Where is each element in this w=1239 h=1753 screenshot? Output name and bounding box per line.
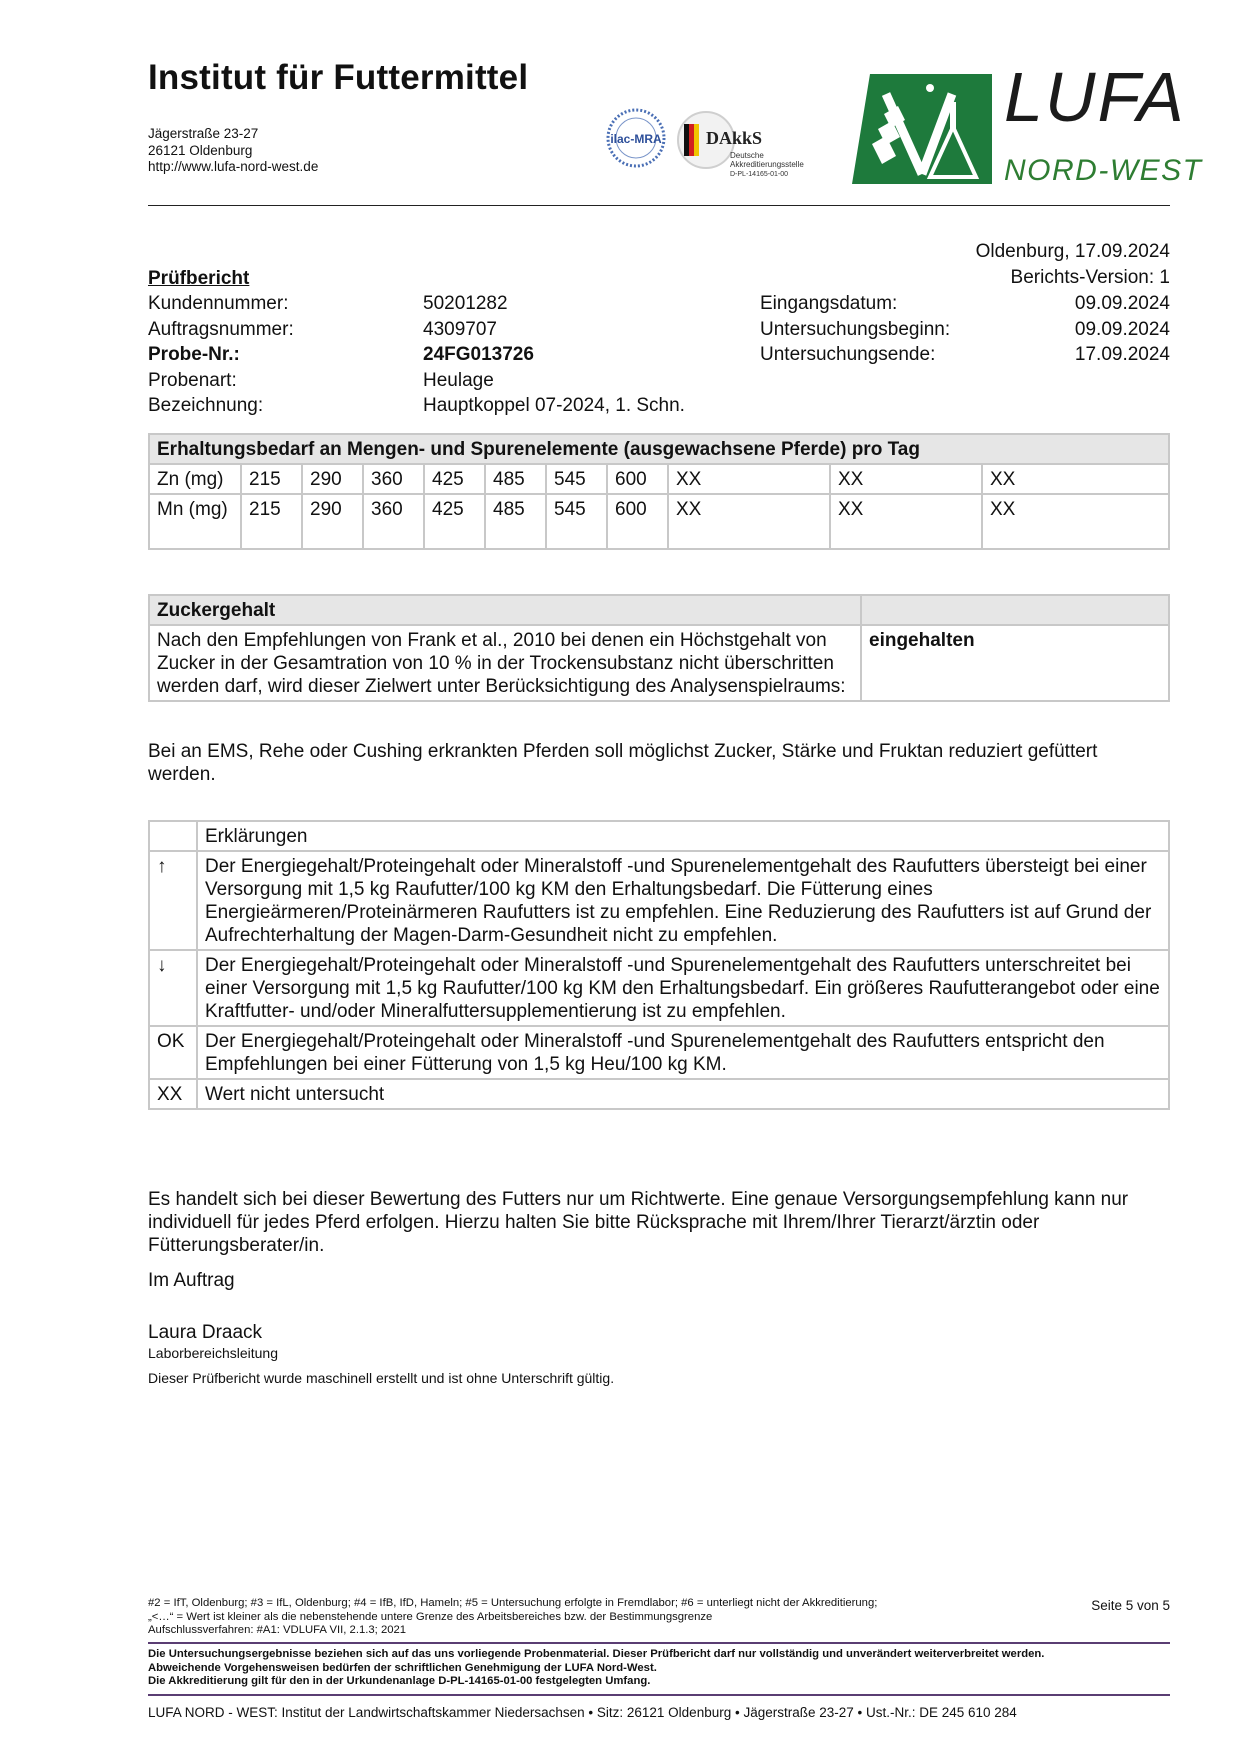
field-label-probenart: Probenart: — [148, 370, 237, 391]
address-city: 26121 Oldenburg — [148, 142, 253, 158]
table-cell: 545 — [546, 494, 607, 549]
footer-legend-line2: „<…“ = Wert ist kleiner als die nebenstehende untere Grenze des Arbeitsbereiches bzw. der Bestimmungsgrenze — [148, 1610, 713, 1623]
explanation-text: Der Energiegehalt/Proteingehalt oder Mineralstoff -und Spurenelementgehalt des Raufutters übersteigt bei einer Versorgung mit 1,5 kg Raufutter/100 kg KM den Erhaltungsbedarf. Die Fütterung eines Energieärmeren/Proteinärmeren Raufutters ist zu empfehlen. Eine Reduzierung des Raufutters ist auf Grund der Aufrechterhaltung der Magen-Darm-Gesundheit nicht zu empfehlen. — [197, 851, 1169, 950]
explanations-heading: Erklärungen — [197, 821, 1169, 851]
field-label-probe-nr: Probe-Nr.: — [148, 344, 240, 365]
table-cell: XX — [668, 464, 830, 494]
explanations-table — [148, 820, 1170, 1110]
field-label-untersuchungsbeginn: Untersuchungsbeginn: — [760, 319, 951, 340]
field-value-probe-nr: 24FG013726 — [423, 344, 534, 365]
sugar-header-empty — [861, 595, 1169, 625]
table-cell: 360 — [363, 494, 424, 549]
table-cell: 215 — [241, 464, 302, 494]
dakks-logo-sub1: Deutsche — [730, 151, 764, 160]
explanation-text: Wert nicht untersucht — [197, 1079, 1169, 1109]
field-value-probenart: Heulage — [423, 370, 494, 391]
field-label-untersuchungsende: Untersuchungsende: — [760, 344, 936, 365]
address-street: Jägerstraße 23-27 — [148, 126, 259, 141]
footer-disclaimer-line2: Abweichende Vorgehensweisen bedürfen der schriftlichen Genehmigung der LUFA Nord-West. — [148, 1661, 657, 1674]
arrow-up-icon: ↑ — [149, 851, 197, 950]
dakks-logo-sub2: Akkreditierungsstelle — [730, 160, 804, 169]
table-cell: 545 — [546, 464, 607, 494]
ilac-mra-logo — [604, 100, 668, 180]
mineral-table-title: Erhaltungsbedarf an Mengen- und Spurenelemente (ausgewachsene Pferde) pro Tag — [149, 434, 1169, 464]
table-cell: 485 — [485, 464, 546, 494]
ok-symbol: OK — [149, 1026, 197, 1079]
field-value-kundennummer: 50201282 — [423, 293, 508, 314]
table-cell: 485 — [485, 494, 546, 549]
mineral-requirement-table — [148, 433, 1170, 550]
sugar-result: eingehalten — [861, 625, 1169, 701]
ilac-logo-text: ilac-MRA — [610, 132, 662, 146]
table-cell: 290 — [302, 494, 363, 549]
field-value-untersuchungsende: 17.09.2024 — [1074, 344, 1170, 365]
table-cell: XX — [982, 464, 1169, 494]
table-row-zn — [149, 464, 1169, 494]
table-row-mn — [149, 494, 1169, 549]
field-value-bezeichnung: Hauptkoppel 07-2024, 1. Schn. — [423, 395, 685, 416]
table-cell: 425 — [424, 464, 485, 494]
lufa-emblem — [852, 74, 992, 184]
explanation-text: Der Energiegehalt/Proteingehalt oder Mineralstoff -und Spurenelementgehalt des Raufutters unterschreitet bei einer Versorgung mit 1,5 kg Raufutter/100 kg KM den Erhaltungsbedarf. Ein größeres Raufutterangebot oder eine Kraftfutter- und/oder Mineralfuttersupplementierung ist zu empfehlen. — [197, 950, 1169, 1026]
list-item — [149, 1079, 1169, 1109]
footer-legend-line3: Aufschlussverfahren: #A1: VDLUFA VII, 2.1.3; 2021 — [148, 1624, 407, 1636]
table-cell: 215 — [241, 494, 302, 549]
list-item — [149, 1026, 1169, 1079]
table-cell: XX — [830, 464, 982, 494]
row-label-zn: Zn (mg) — [149, 464, 241, 494]
sugar-table — [148, 594, 1170, 702]
institute-title: Institut für Futtermittel — [148, 58, 529, 97]
footer-legend-line1: #2 = IfT, Oldenburg; #3 = IfL, Oldenburg; #4 = IfB, IfD, Hameln; #5 = Untersuchung erfolgte in Fremdlabor; #6 = unterliegt nicht der Akkreditierung; — [148, 1597, 878, 1609]
sugar-title: Zuckergehalt — [149, 595, 861, 625]
sugar-text: Nach den Empfehlungen von Frank et al., 2010 bei denen ein Höchstgehalt von Zucker in der Gesamtration von 10 % in der Trockensubstanz nicht überschritten werden darf, wird dieser Zielwert unter Berücksichtigung des Analysenspielraums: — [149, 625, 861, 701]
footer-disclaimer-line1: Die Untersuchungsergebnisse beziehen sich auf das uns vorliegende Probenmaterial. Dieser Prüfbericht darf nur vollständig und unverändert weiterverbreitet werden. — [148, 1648, 1045, 1660]
footer-legend — [148, 1597, 1028, 1638]
list-item — [149, 950, 1169, 1026]
xx-symbol: XX — [149, 1079, 197, 1109]
report-heading: Prüfbericht — [148, 268, 250, 289]
field-value-eingangsdatum: 09.09.2024 — [1074, 293, 1170, 314]
report-version: Berichts-Version: 1 — [1010, 267, 1170, 288]
field-label-eingangsdatum: Eingangsdatum: — [760, 293, 898, 314]
table-cell: 600 — [607, 494, 668, 549]
explanation-text: Der Energiegehalt/Proteingehalt oder Mineralstoff -und Spurenelementgehalt des Raufutters entspricht den Empfehlungen bei einer Fütterung von 1,5 kg Heu/100 kg KM. — [197, 1026, 1169, 1079]
footer-divider-bottom — [148, 1694, 1170, 1696]
table-cell: 360 — [363, 464, 424, 494]
list-item — [149, 851, 1169, 950]
lufa-region: NORD-WEST — [1004, 154, 1203, 187]
field-label-auftragsnummer: Auftragsnummer: — [148, 319, 294, 340]
signer-name: Laura Draack — [148, 1322, 263, 1343]
dakks-logo-id: D-PL-14165-01-00 — [730, 171, 788, 178]
table-cell: XX — [982, 494, 1169, 549]
field-value-untersuchungsbeginn: 09.09.2024 — [1074, 319, 1170, 340]
footer-divider-top — [148, 1642, 1170, 1644]
footer-disclaimer-line3: Die Akkreditierung gilt für den in der Urkundenanlage D-PL-14165-01-00 festgelegten Umfang. — [148, 1675, 651, 1687]
dakks-logo-text: DAkkS — [706, 128, 763, 148]
arrow-down-icon: ↓ — [149, 950, 197, 1026]
dakks-logo — [676, 108, 826, 180]
field-label-bezeichnung: Bezeichnung: — [148, 395, 264, 416]
closing-paragraph: Es handelt sich bei dieser Bewertung des Futters nur um Richtwerte. Eine genaue Versorgungsempfehlung kann nur individuell für jedes Pferd erfolgen. Hierzu halten Sie bitte Rücksprache mit Ihrem/Ihrer Tierarzt/ärztin oder Fütterungsberater/in. — [148, 1189, 1129, 1256]
institute-address — [148, 126, 318, 176]
field-label-kundennummer: Kundennummer: — [148, 293, 289, 314]
address-website: http://www.lufa-nord-west.de — [148, 159, 319, 174]
im-auftrag: Im Auftrag — [148, 1270, 235, 1291]
sugar-note: Bei an EMS, Rehe oder Cushing erkrankten Pferden soll möglichst Zucker, Stärke und Fruktan reduziert gefüttert werden. — [148, 741, 1098, 785]
signer-role: Laborbereichsleitung — [148, 1345, 278, 1361]
table-cell: 425 — [424, 494, 485, 549]
row-label-mn: Mn (mg) — [149, 494, 241, 549]
field-value-auftragsnummer: 4309707 — [423, 319, 497, 340]
header-divider — [148, 205, 1170, 206]
table-cell: XX — [668, 494, 830, 549]
page-number: Seite 5 von 5 — [1091, 1598, 1170, 1613]
lufa-wordmark: LUFA — [1004, 58, 1186, 136]
place-date: Oldenburg, 17.09.2024 — [975, 241, 1170, 262]
table-cell: XX — [830, 494, 982, 549]
machine-note: Dieser Prüfbericht wurde maschinell erstellt und ist ohne Unterschrift gültig. — [148, 1370, 615, 1386]
footer-organization: LUFA NORD - WEST: Institut der Landwirtschaftskammer Niedersachsen • Sitz: 26121 Oldenburg • Jägerstraße 23-27 • Ust.-Nr.: DE 245 610 284 — [148, 1705, 1017, 1720]
table-cell: 600 — [607, 464, 668, 494]
footer-disclaimer — [148, 1648, 1170, 1689]
table-cell: 290 — [302, 464, 363, 494]
explanations-symbol-empty — [149, 821, 197, 851]
